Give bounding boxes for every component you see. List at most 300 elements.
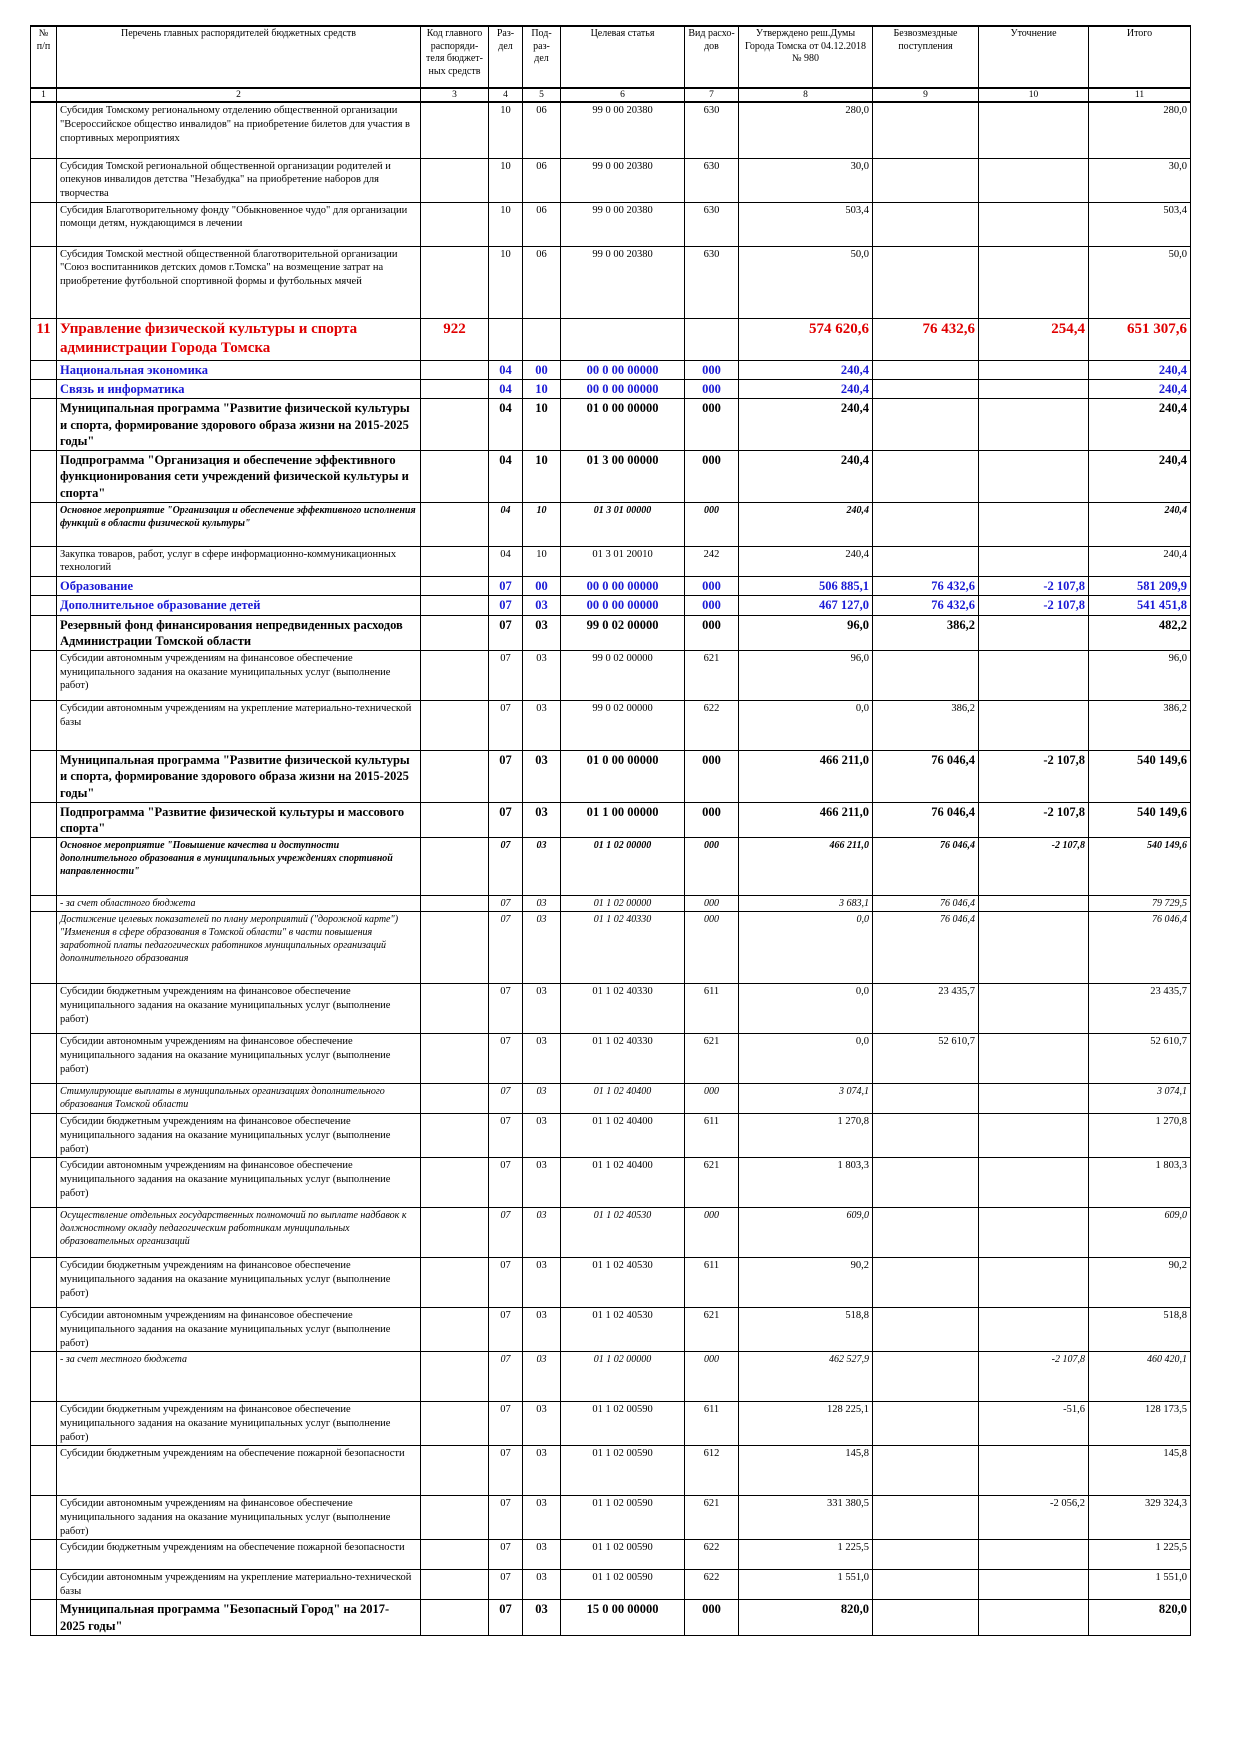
- cell-podrazdel: 10: [523, 502, 561, 546]
- cell-statya: 01 1 02 40400: [561, 1084, 685, 1114]
- cell-num: [31, 202, 57, 246]
- table-row: [31, 1308, 1191, 1352]
- cell-vid: 000: [685, 596, 739, 615]
- cell-total: 240,4: [1089, 451, 1191, 503]
- cell-grants: [873, 1084, 979, 1114]
- cell-grants: [873, 246, 979, 318]
- cell-vid: 611: [685, 1258, 739, 1308]
- cell-vid: 611: [685, 1402, 739, 1446]
- cell-approved: 609,0: [739, 1208, 873, 1258]
- cell-approved: 1 803,3: [739, 1158, 873, 1208]
- cell-num: [31, 1402, 57, 1446]
- cell-grants: [873, 1446, 979, 1496]
- cell-grants: [873, 1540, 979, 1570]
- cell-approved: 518,8: [739, 1308, 873, 1352]
- cell-statya: 00 0 00 00000: [561, 380, 685, 399]
- cell-razdel: 07: [489, 577, 523, 596]
- cell-approved: 506 885,1: [739, 577, 873, 596]
- cell-podrazdel: 03: [523, 1496, 561, 1540]
- table-row: [31, 546, 1191, 576]
- cell-approved: 240,4: [739, 360, 873, 379]
- cell-adjustment: [979, 651, 1089, 701]
- table-row: [31, 838, 1191, 896]
- cell-total: 581 209,9: [1089, 577, 1191, 596]
- cell-code: [421, 102, 489, 158]
- cell-adjustment: [979, 984, 1089, 1034]
- cell-adjustment: [979, 1446, 1089, 1496]
- cell-grants: [873, 1402, 979, 1446]
- cell-num: [31, 651, 57, 701]
- cell-adjustment: [979, 246, 1089, 318]
- cell-name: Субсидии автономным учреждениям на финансовое обеспечение муниципального задания на оказание муниципальных услуг (выполнение работ): [57, 1158, 421, 1208]
- cell-vid: 622: [685, 1540, 739, 1570]
- cell-num: [31, 102, 57, 158]
- cell-total: 3 074,1: [1089, 1084, 1191, 1114]
- cell-total: 79 729,5: [1089, 896, 1191, 912]
- cell-num: [31, 838, 57, 896]
- table-row: [31, 202, 1191, 246]
- table-row: [31, 1496, 1191, 1540]
- cell-statya: 99 0 00 20380: [561, 246, 685, 318]
- cell-total: 820,0: [1089, 1600, 1191, 1636]
- cell-code: [421, 577, 489, 596]
- cell-vid: 000: [685, 912, 739, 984]
- cell-code: [421, 896, 489, 912]
- cell-statya: 01 1 02 40530: [561, 1258, 685, 1308]
- cell-grants: 76 432,6: [873, 577, 979, 596]
- col-header-itogo: Итого: [1089, 26, 1191, 88]
- cell-statya: 01 1 02 40330: [561, 1034, 685, 1084]
- cell-podrazdel: 03: [523, 596, 561, 615]
- cell-statya: 01 3 01 20010: [561, 546, 685, 576]
- cell-statya: 01 3 01 00000: [561, 502, 685, 546]
- cell-vid: 000: [685, 399, 739, 451]
- col-number: 3: [421, 88, 489, 102]
- cell-name: Субсидия Благотворительному фонду "Обыкновенное чудо" для организации помощи детям, нуждающимся в лечении: [57, 202, 421, 246]
- cell-vid: 000: [685, 577, 739, 596]
- cell-name: Муниципальная программа "Безопасный Город" на 2017- 2025 годы": [57, 1600, 421, 1636]
- col-header-num: № п/п: [31, 26, 57, 88]
- cell-name: Субсидии автономным учреждениям на укрепление материально-технической базы: [57, 701, 421, 751]
- cell-approved: 466 211,0: [739, 751, 873, 803]
- cell-num: [31, 1158, 57, 1208]
- cell-name: Субсидия Томскому региональному отделению общественной организации "Всероссийское общество инвалидов" на приобретение билетов для участия в спортивных мероприятиях: [57, 102, 421, 158]
- col-header-razdel: Раз-дел: [489, 26, 523, 88]
- cell-podrazdel: 03: [523, 1084, 561, 1114]
- table-row: [31, 1158, 1191, 1208]
- cell-num: [31, 1208, 57, 1258]
- cell-statya: 01 1 02 40400: [561, 1114, 685, 1158]
- cell-total: 1 270,8: [1089, 1114, 1191, 1158]
- cell-code: [421, 1496, 489, 1540]
- table-row: [31, 1600, 1191, 1636]
- cell-approved: 145,8: [739, 1446, 873, 1496]
- cell-adjustment: -2 107,8: [979, 838, 1089, 896]
- cell-vid: 000: [685, 451, 739, 503]
- cell-code: [421, 451, 489, 503]
- cell-podrazdel: 03: [523, 651, 561, 701]
- col-number: 10: [979, 88, 1089, 102]
- table-row: [31, 360, 1191, 379]
- cell-vid: 000: [685, 360, 739, 379]
- cell-adjustment: [979, 1114, 1089, 1158]
- cell-razdel: 04: [489, 360, 523, 379]
- col-number: 2: [57, 88, 421, 102]
- cell-total: 145,8: [1089, 1446, 1191, 1496]
- cell-grants: [873, 1496, 979, 1540]
- cell-razdel: 07: [489, 1308, 523, 1352]
- cell-podrazdel: 10: [523, 546, 561, 576]
- cell-vid: 000: [685, 838, 739, 896]
- cell-num: [31, 615, 57, 651]
- table-row: [31, 502, 1191, 546]
- cell-code: [421, 1158, 489, 1208]
- cell-statya: 99 0 02 00000: [561, 651, 685, 701]
- cell-total: 240,4: [1089, 399, 1191, 451]
- cell-podrazdel: 06: [523, 202, 561, 246]
- cell-statya: 15 0 00 00000: [561, 1600, 685, 1636]
- cell-name: Основное мероприятие "Повышение качества и доступности дополнительного образования в муниципальных учреждениях спортивной направленности": [57, 838, 421, 896]
- cell-total: 280,0: [1089, 102, 1191, 158]
- col-number: 5: [523, 88, 561, 102]
- cell-approved: 574 620,6: [739, 318, 873, 360]
- cell-podrazdel: 03: [523, 1034, 561, 1084]
- cell-adjustment: -2 107,8: [979, 802, 1089, 838]
- cell-vid: 630: [685, 202, 739, 246]
- col-number: 9: [873, 88, 979, 102]
- col-header-podrazdel: Под-раз-дел: [523, 26, 561, 88]
- cell-razdel: 04: [489, 546, 523, 576]
- cell-statya: 01 1 02 40330: [561, 984, 685, 1034]
- cell-vid: 622: [685, 1570, 739, 1600]
- cell-statya: 01 1 02 40530: [561, 1208, 685, 1258]
- cell-statya: 01 3 00 00000: [561, 451, 685, 503]
- cell-vid: 611: [685, 984, 739, 1034]
- table-row: [31, 596, 1191, 615]
- cell-adjustment: [979, 912, 1089, 984]
- col-header-vid: Вид расхо-дов: [685, 26, 739, 88]
- cell-adjustment: [979, 360, 1089, 379]
- cell-razdel: 10: [489, 158, 523, 202]
- cell-grants: 386,2: [873, 701, 979, 751]
- cell-total: 240,4: [1089, 502, 1191, 546]
- cell-razdel: 07: [489, 984, 523, 1034]
- cell-code: [421, 838, 489, 896]
- cell-name: Резервный фонд финансирования непредвиденных расходов Администрации Томской области: [57, 615, 421, 651]
- cell-podrazdel: 03: [523, 1540, 561, 1570]
- cell-razdel: 07: [489, 751, 523, 803]
- cell-code: [421, 1402, 489, 1446]
- cell-total: 240,4: [1089, 360, 1191, 379]
- table-row: [31, 102, 1191, 158]
- cell-code: [421, 1600, 489, 1636]
- cell-podrazdel: 03: [523, 751, 561, 803]
- cell-code: [421, 701, 489, 751]
- cell-code: [421, 546, 489, 576]
- cell-podrazdel: 03: [523, 1446, 561, 1496]
- cell-total: 609,0: [1089, 1208, 1191, 1258]
- cell-statya: 01 0 00 00000: [561, 751, 685, 803]
- cell-approved: 1 225,5: [739, 1540, 873, 1570]
- cell-total: 90,2: [1089, 1258, 1191, 1308]
- cell-code: [421, 651, 489, 701]
- cell-podrazdel: 03: [523, 1208, 561, 1258]
- cell-vid: 630: [685, 102, 739, 158]
- cell-num: [31, 451, 57, 503]
- cell-num: [31, 701, 57, 751]
- col-number: 11: [1089, 88, 1191, 102]
- cell-name: Субсидии автономным учреждениям на финансовое обеспечение муниципального задания на оказание муниципальных услуг (выполнение работ): [57, 651, 421, 701]
- cell-code: [421, 202, 489, 246]
- table-row: [31, 802, 1191, 838]
- cell-approved: 467 127,0: [739, 596, 873, 615]
- cell-adjustment: [979, 158, 1089, 202]
- cell-approved: 30,0: [739, 158, 873, 202]
- cell-razdel: 07: [489, 838, 523, 896]
- cell-grants: [873, 651, 979, 701]
- cell-num: [31, 1600, 57, 1636]
- table-row: [31, 1446, 1191, 1496]
- cell-code: [421, 1570, 489, 1600]
- table-row: [31, 1114, 1191, 1158]
- budget-table: [30, 25, 1191, 1636]
- cell-vid: 000: [685, 1352, 739, 1402]
- cell-name: Субсидии автономным учреждениям на финансовое обеспечение муниципального задания на оказание муниципальных услуг (выполнение работ): [57, 1308, 421, 1352]
- table-row: [31, 577, 1191, 596]
- cell-name: Образование: [57, 577, 421, 596]
- cell-total: 460 420,1: [1089, 1352, 1191, 1402]
- cell-approved: 1 270,8: [739, 1114, 873, 1158]
- cell-adjustment: -2 107,8: [979, 596, 1089, 615]
- cell-code: [421, 380, 489, 399]
- cell-grants: [873, 451, 979, 503]
- cell-num: [31, 802, 57, 838]
- cell-approved: 466 211,0: [739, 838, 873, 896]
- cell-approved: 331 380,5: [739, 1496, 873, 1540]
- col-number: 6: [561, 88, 685, 102]
- cell-grants: 76 046,4: [873, 896, 979, 912]
- cell-podrazdel: 03: [523, 615, 561, 651]
- cell-grants: [873, 1208, 979, 1258]
- cell-approved: 3 074,1: [739, 1084, 873, 1114]
- cell-statya: 01 1 02 00000: [561, 838, 685, 896]
- cell-adjustment: [979, 1258, 1089, 1308]
- cell-total: 1 551,0: [1089, 1570, 1191, 1600]
- col-number: 4: [489, 88, 523, 102]
- cell-adjustment: [979, 701, 1089, 751]
- cell-podrazdel: 03: [523, 1402, 561, 1446]
- cell-num: [31, 912, 57, 984]
- cell-vid: 000: [685, 802, 739, 838]
- cell-adjustment: [979, 399, 1089, 451]
- cell-approved: 240,4: [739, 399, 873, 451]
- cell-grants: 76 046,4: [873, 802, 979, 838]
- cell-name: Подпрограмма "Развитие физической культуры и массового спорта": [57, 802, 421, 838]
- cell-vid: 621: [685, 1034, 739, 1084]
- cell-approved: 90,2: [739, 1258, 873, 1308]
- cell-total: 30,0: [1089, 158, 1191, 202]
- cell-statya: 01 1 00 00000: [561, 802, 685, 838]
- cell-num: [31, 751, 57, 803]
- cell-name: Субсидия Томской местной общественной благотворительной организации "Союз воспитанников детских домов г.Томска" на возмещение затрат на приобретение футбольной спортивной формы и футбольных мячей: [57, 246, 421, 318]
- cell-statya: 01 1 02 00590: [561, 1446, 685, 1496]
- cell-razdel: 07: [489, 1540, 523, 1570]
- cell-total: 128 173,5: [1089, 1402, 1191, 1446]
- cell-statya: 99 0 00 20380: [561, 102, 685, 158]
- table-row: [31, 399, 1191, 451]
- cell-adjustment: 254,4: [979, 318, 1089, 360]
- cell-name: Национальная экономика: [57, 360, 421, 379]
- cell-razdel: 04: [489, 380, 523, 399]
- cell-name: Управление физической культуры и спорта администрации Города Томска: [57, 318, 421, 360]
- cell-num: [31, 502, 57, 546]
- cell-statya: 99 0 02 00000: [561, 615, 685, 651]
- column-number-row: [31, 88, 1191, 102]
- cell-name: Достижение целевых показателей по плану мероприятий ("дорожной карте") "Изменения в сфере образования в Томской области" в части повышения заработной платы педагогических работников муниципальных организаций дополнительного образования: [57, 912, 421, 984]
- cell-grants: 76 046,4: [873, 751, 979, 803]
- cell-num: [31, 1540, 57, 1570]
- header-row: [31, 26, 1191, 88]
- cell-code: [421, 984, 489, 1034]
- cell-total: 1 225,5: [1089, 1540, 1191, 1570]
- cell-approved: 96,0: [739, 615, 873, 651]
- cell-approved: 466 211,0: [739, 802, 873, 838]
- cell-vid: 000: [685, 502, 739, 546]
- cell-vid: 000: [685, 1208, 739, 1258]
- cell-vid: 000: [685, 896, 739, 912]
- cell-approved: 240,4: [739, 451, 873, 503]
- cell-approved: 503,4: [739, 202, 873, 246]
- cell-num: [31, 1352, 57, 1402]
- cell-total: 386,2: [1089, 701, 1191, 751]
- cell-vid: 000: [685, 380, 739, 399]
- table-row: [31, 318, 1191, 360]
- cell-statya: 99 0 00 20380: [561, 202, 685, 246]
- cell-total: 518,8: [1089, 1308, 1191, 1352]
- cell-name: Субсидии бюджетным учреждениям на финансовое обеспечение муниципального задания на оказание муниципальных услуг (выполнение работ): [57, 1258, 421, 1308]
- col-header-name: Перечень главных распорядителей бюджетных средств: [57, 26, 421, 88]
- cell-razdel: 07: [489, 802, 523, 838]
- cell-grants: [873, 380, 979, 399]
- cell-total: 76 046,4: [1089, 912, 1191, 984]
- cell-grants: 23 435,7: [873, 984, 979, 1034]
- col-header-bezv: Безвозмездные поступления: [873, 26, 979, 88]
- cell-code: [421, 360, 489, 379]
- cell-code: [421, 912, 489, 984]
- col-number: 7: [685, 88, 739, 102]
- table-row: [31, 651, 1191, 701]
- cell-num: [31, 984, 57, 1034]
- cell-grants: [873, 102, 979, 158]
- cell-grants: [873, 1158, 979, 1208]
- cell-podrazdel: 03: [523, 1570, 561, 1600]
- cell-podrazdel: 06: [523, 158, 561, 202]
- cell-name: Основное мероприятие "Организация и обеспечение эффективного исполнения функций в области физической культуры": [57, 502, 421, 546]
- cell-name: Субсидии автономным учреждениям на финансовое обеспечение муниципального задания на оказание муниципальных услуг (выполнение работ): [57, 1034, 421, 1084]
- cell-vid: 630: [685, 246, 739, 318]
- cell-code: [421, 615, 489, 651]
- cell-name: Субсидии бюджетным учреждениям на финансовое обеспечение муниципального задания на оказание муниципальных услуг (выполнение работ): [57, 1402, 421, 1446]
- table-row: [31, 896, 1191, 912]
- table-row: [31, 1352, 1191, 1402]
- cell-vid: 630: [685, 158, 739, 202]
- cell-razdel: 07: [489, 1158, 523, 1208]
- cell-code: [421, 1084, 489, 1114]
- table-row: [31, 158, 1191, 202]
- cell-razdel: 07: [489, 1084, 523, 1114]
- table-row: [31, 1084, 1191, 1114]
- cell-total: 240,4: [1089, 380, 1191, 399]
- cell-statya: 01 1 02 00590: [561, 1496, 685, 1540]
- cell-total: 540 149,6: [1089, 838, 1191, 896]
- table-body: [31, 102, 1191, 1635]
- cell-num: [31, 1258, 57, 1308]
- cell-grants: [873, 1570, 979, 1600]
- cell-podrazdel: 03: [523, 802, 561, 838]
- cell-code: [421, 1308, 489, 1352]
- col-header-utoch: Уточнение: [979, 26, 1089, 88]
- cell-adjustment: [979, 1308, 1089, 1352]
- cell-total: 540 149,6: [1089, 751, 1191, 803]
- cell-num: [31, 158, 57, 202]
- cell-name: Дополнительное образование детей: [57, 596, 421, 615]
- cell-podrazdel: 03: [523, 1308, 561, 1352]
- cell-num: [31, 1570, 57, 1600]
- cell-num: 11: [31, 318, 57, 360]
- cell-razdel: [489, 318, 523, 360]
- cell-statya: 99 0 02 00000: [561, 701, 685, 751]
- cell-podrazdel: 03: [523, 896, 561, 912]
- cell-name: Муниципальная программа "Развитие физической культуры и спорта, формирование здорового образа жизни на 2015-2025 годы": [57, 751, 421, 803]
- cell-vid: 000: [685, 615, 739, 651]
- cell-code: [421, 502, 489, 546]
- cell-grants: [873, 360, 979, 379]
- cell-name: Осуществление отдельных государственных полномочий по выплате надбавок к должностному окладу педагогическим работникам муниципальных образовательных организаций: [57, 1208, 421, 1258]
- cell-num: [31, 1496, 57, 1540]
- cell-razdel: 10: [489, 202, 523, 246]
- cell-total: 96,0: [1089, 651, 1191, 701]
- cell-podrazdel: 03: [523, 1352, 561, 1402]
- table-row: [31, 246, 1191, 318]
- cell-statya: 99 0 00 20380: [561, 158, 685, 202]
- cell-num: [31, 360, 57, 379]
- cell-podrazdel: 00: [523, 577, 561, 596]
- cell-num: [31, 546, 57, 576]
- cell-razdel: 04: [489, 399, 523, 451]
- cell-statya: 01 1 02 00000: [561, 896, 685, 912]
- cell-razdel: 07: [489, 1352, 523, 1402]
- cell-razdel: 07: [489, 1258, 523, 1308]
- cell-razdel: 07: [489, 1496, 523, 1540]
- cell-adjustment: [979, 1540, 1089, 1570]
- cell-code: [421, 399, 489, 451]
- cell-total: 541 451,8: [1089, 596, 1191, 615]
- cell-name: - за счет местного бюджета: [57, 1352, 421, 1402]
- cell-adjustment: [979, 380, 1089, 399]
- table-row: [31, 912, 1191, 984]
- cell-razdel: 04: [489, 502, 523, 546]
- cell-code: [421, 802, 489, 838]
- cell-code: [421, 751, 489, 803]
- cell-vid: 611: [685, 1114, 739, 1158]
- cell-approved: 0,0: [739, 1034, 873, 1084]
- cell-num: [31, 380, 57, 399]
- cell-name: - за счет областного бюджета: [57, 896, 421, 912]
- cell-vid: 000: [685, 1084, 739, 1114]
- cell-grants: [873, 399, 979, 451]
- table-row: [31, 984, 1191, 1034]
- cell-podrazdel: 10: [523, 380, 561, 399]
